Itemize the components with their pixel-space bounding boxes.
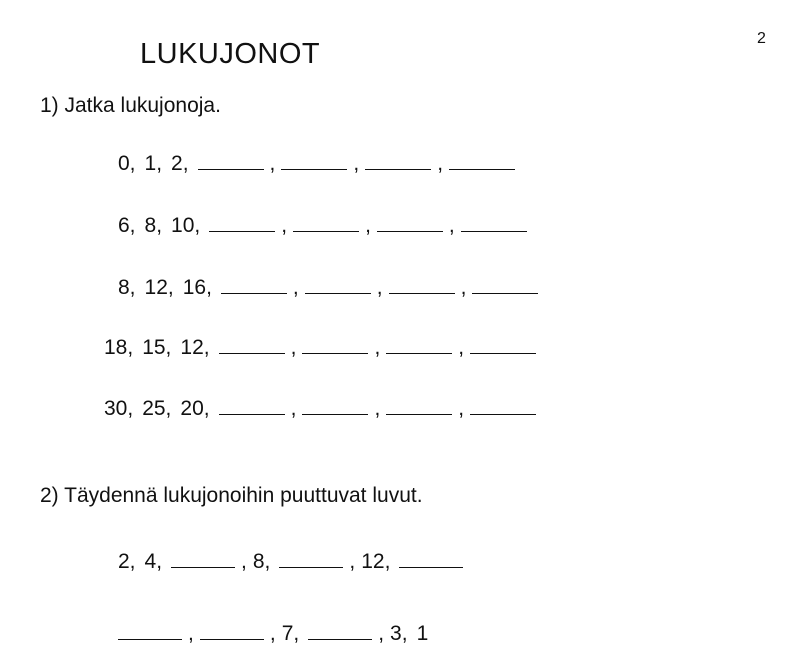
sequence-number: 30,: [104, 397, 134, 420]
separator-comma: ,: [269, 152, 276, 175]
answer-blank[interactable]: [399, 549, 463, 568]
q1-sequence-row: [118, 213, 527, 238]
separator-comma: ,: [378, 622, 385, 645]
sequence-number: 1,: [144, 152, 163, 175]
separator-comma: ,: [437, 152, 444, 175]
sequence-number: 8,: [144, 214, 163, 237]
answer-blank[interactable]: [221, 275, 287, 294]
answer-blank[interactable]: [209, 213, 275, 232]
sequence-number: 2,: [118, 550, 136, 573]
page-number: 2: [757, 30, 766, 47]
q2-sequence-row: [118, 621, 437, 646]
separator-comma: ,: [269, 622, 276, 645]
answer-blank[interactable]: [308, 621, 372, 640]
separator-comma: ,: [374, 336, 381, 359]
separator-comma: ,: [458, 397, 465, 420]
separator-comma: ,: [292, 276, 299, 299]
sequence-number: 0,: [118, 152, 136, 175]
answer-blank[interactable]: [386, 335, 452, 354]
answer-blank[interactable]: [377, 213, 443, 232]
sequence-number: 20,: [180, 397, 210, 420]
sequence-number: 16,: [182, 276, 212, 299]
sequence-number: 2,: [171, 152, 189, 175]
separator-comma: ,: [241, 550, 247, 573]
separator-comma: ,: [458, 336, 465, 359]
answer-blank[interactable]: [365, 151, 431, 170]
q1-sequence-row: [118, 275, 538, 300]
answer-blank[interactable]: [200, 621, 264, 640]
answer-blank[interactable]: [472, 275, 538, 294]
sequence-number: 3,: [390, 622, 408, 645]
answer-blank[interactable]: [219, 396, 285, 415]
sequence-number: 18,: [104, 336, 134, 359]
q1-sequence-row: [104, 396, 536, 421]
sequence-number: 8,: [118, 276, 136, 299]
separator-comma: ,: [290, 397, 297, 420]
answer-blank[interactable]: [470, 335, 536, 354]
answer-blank[interactable]: [279, 549, 343, 568]
sequence-number: 15,: [142, 336, 172, 359]
sequence-number: 12,: [180, 336, 210, 359]
question-1-heading: 1) Jatka lukujonoja.: [40, 94, 221, 117]
q1-sequence-row: [104, 335, 536, 360]
answer-blank[interactable]: [389, 275, 455, 294]
sequence-number: 12,: [361, 550, 391, 573]
separator-comma: ,: [188, 622, 194, 645]
answer-blank[interactable]: [171, 549, 235, 568]
question-2-heading: 2) Täydennä lukujonoihin puuttuvat luvut.: [40, 484, 423, 507]
answer-blank[interactable]: [305, 275, 371, 294]
q2-sequence-row: [118, 549, 463, 574]
separator-comma: ,: [376, 276, 383, 299]
answer-blank[interactable]: [198, 151, 264, 170]
answer-blank[interactable]: [449, 151, 515, 170]
sequence-number: 6,: [118, 214, 136, 237]
separator-comma: ,: [353, 152, 360, 175]
separator-comma: ,: [281, 214, 288, 237]
answer-blank[interactable]: [219, 335, 285, 354]
answer-blank[interactable]: [293, 213, 359, 232]
answer-blank[interactable]: [386, 396, 452, 415]
answer-blank[interactable]: [281, 151, 347, 170]
sequence-number: 25,: [142, 397, 172, 420]
answer-blank[interactable]: [461, 213, 527, 232]
sequence-number: 12,: [144, 276, 174, 299]
sequence-number: 7,: [281, 622, 300, 645]
separator-comma: ,: [365, 214, 371, 237]
sequence-number: 8,: [252, 550, 271, 573]
answer-blank[interactable]: [470, 396, 536, 415]
sequence-number: 10,: [171, 214, 201, 237]
separator-comma: ,: [290, 336, 297, 359]
answer-blank[interactable]: [118, 621, 182, 640]
sequence-number: 4,: [144, 550, 163, 573]
answer-blank[interactable]: [302, 396, 368, 415]
separator-comma: ,: [460, 276, 467, 299]
page-title: LUKUJONOT: [140, 38, 321, 70]
separator-comma: ,: [374, 397, 381, 420]
q1-sequence-row: [118, 151, 515, 176]
separator-comma: ,: [349, 550, 356, 573]
sequence-number: 1: [416, 622, 429, 645]
separator-comma: ,: [448, 214, 455, 237]
answer-blank[interactable]: [302, 335, 368, 354]
